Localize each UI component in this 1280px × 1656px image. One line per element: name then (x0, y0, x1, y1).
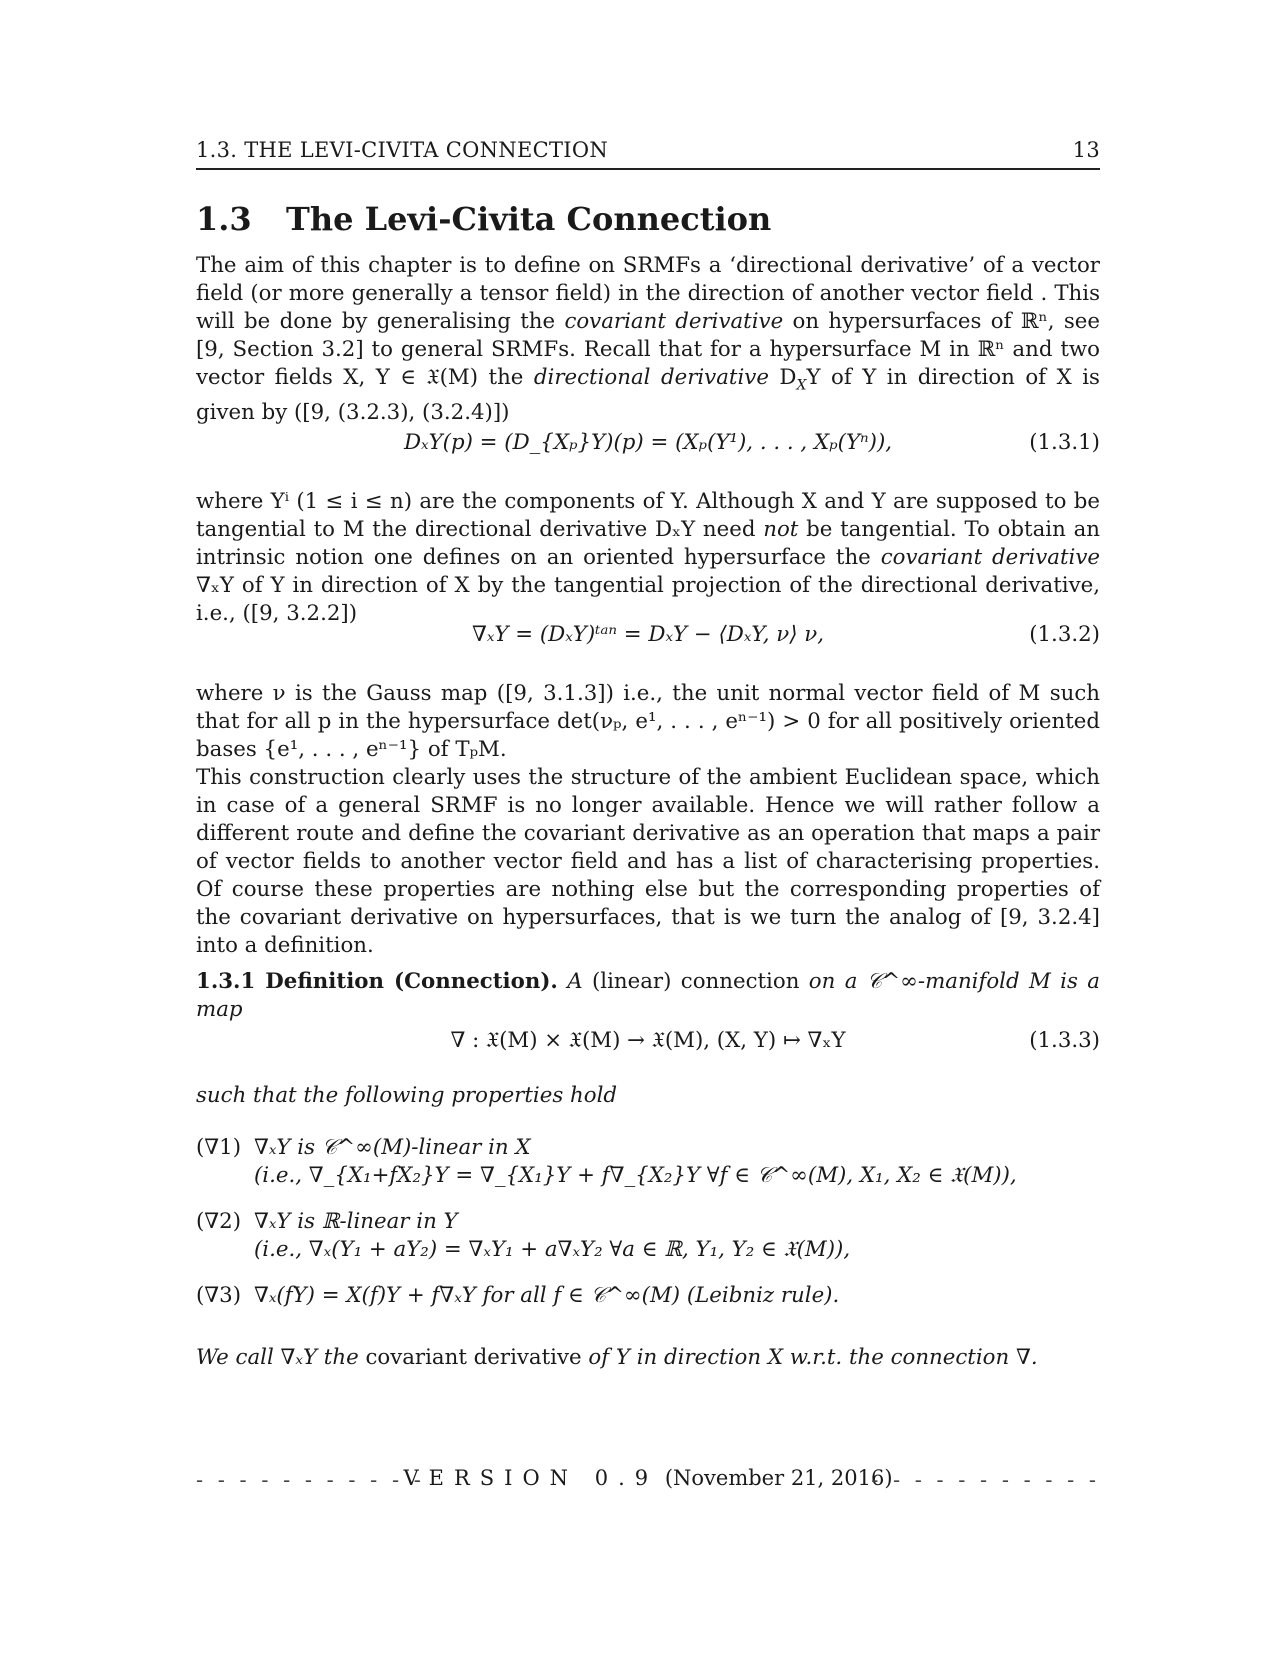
header-rule (196, 168, 1100, 170)
footer-version: VERSION 0.9 (403, 1466, 659, 1490)
paragraph-construction: This construction clearly uses the structure of the ambient Euclidean space, which in case of a general SRMF is no longer available. Hence we will rather follow a different route and define the covariant derivative as an operation that maps a pair of vector fields to another vector field and has a list of characterising properties. Of course these properties are nothing else but the corresponding properties of the covariant derivative on hypersurfaces, that is we turn the analog of [9, 3.2.4] into a definition. (196, 765, 1100, 958)
property-label: (∇3) (196, 1283, 242, 1308)
text-run: on hypersurfaces of ℝⁿ, see [9, Section 3.2] to general SRMFs. Recall that for a hypersurface M in ℝⁿ and two vector fields X, Y ∈ 𝔛(M) the (196, 309, 1100, 390)
section-number: 1.3 (196, 200, 252, 238)
running-header (196, 138, 1100, 162)
such-that-text: such that the following properties hold (196, 1083, 618, 1108)
equation-body: ∇ : 𝔛(M) × 𝔛(M) → 𝔛(M), (X, Y) ↦ ∇ₓY (450, 1028, 846, 1053)
closing-sentence (196, 1344, 1100, 1372)
text-run: Y of Y in direction of X is given by ([9, (3.2.3), (3.2.4)]) (196, 365, 1100, 426)
equation-tag: (1.3.2) (1029, 622, 1100, 647)
section-title: The Levi-Civita Connection (286, 200, 772, 238)
emphasis: A (567, 969, 583, 994)
footer-dashes-right: - - - - - - - - - - - (871, 1468, 1100, 1492)
equation-body: DₓY(p) = (D_{Xₚ}Y)(p) = (Xₚ(Y¹), . . . , Xₚ(Yⁿ)), (403, 430, 893, 455)
property-item (196, 1134, 1100, 1190)
property-item (196, 1282, 1100, 1310)
emphasis: not (763, 517, 799, 542)
text-run: (linear) connection (582, 969, 809, 994)
paragraph-tangential (196, 488, 1100, 628)
property-statement: ∇ₓ(fY) = X(f)Y + f∇ₓY for all f ∈ 𝒞^∞(M) (Leibniz rule). (254, 1283, 840, 1308)
section-heading (196, 200, 771, 238)
text-run: of Y in direction X w.r.t. the connection ∇. (581, 1345, 1038, 1370)
paragraph-intro: The aim of this chapter is to define on SRMFs a ‘directional derivative’ of a vector field (or more generally a tensor field) in the direction of another vector field . This will be done by generalising the covariant derivative on hypersurfaces of ℝⁿ, see [9, Section 3.2] to general SRMFs. Recall that for a hypersurface M in ℝⁿ and two vector fields X, Y ∈ 𝔛(M) the directional derivative $D_XY$ of Y in direction of X is given by ([9, (3.2.3), (3.2.4)]) (196, 253, 1100, 426)
definition-title: 1.3.1 Definition (Connection). (196, 969, 558, 994)
property-statement: ∇ₓY is ℝ-linear in Y (254, 1209, 458, 1234)
equation-tag: (1.3.1) (1029, 430, 1100, 455)
property-detail: (i.e., ∇ₓ(Y₁ + aY₂) = ∇ₓY₁ + a∇ₓY₂ ∀a ∈ ℝ, Y₁, Y₂ ∈ 𝔛(M)), (254, 1237, 851, 1262)
emphasis: covariant derivative (564, 309, 784, 334)
emphasis: covariant derivative (880, 545, 1101, 570)
equation-tag: (1.3.3) (1029, 1028, 1100, 1053)
property-statement: ∇ₓY is 𝒞^∞(M)-linear in X (254, 1135, 531, 1160)
property-label: (∇1) (196, 1135, 242, 1160)
property-detail: (i.e., ∇_{X₁+fX₂}Y = ∇_{X₁}Y + f∇_{X₂}Y ∀f ∈ 𝒞^∞(M), X₁, X₂ ∈ 𝔛(M)), (254, 1163, 1017, 1188)
emphasis: on a 𝒞^∞-manifold M is a map (196, 969, 1100, 1022)
equation-body: ∇ₓY = (DₓY)ᵗᵃⁿ = DₓY − ⟨DₓY, ν⟩ ν, (471, 622, 825, 647)
emphasis: covariant derivative (365, 1345, 582, 1370)
running-title: 1.3. THE LEVI-CIVITA CONNECTION (196, 138, 609, 162)
text-run: The aim of this chapter is to define on SRMFs a ‘directional derivative’ of a vector field (or more generally a tensor field) in the direction of another vector field . This will be done by generalising the (196, 253, 1100, 334)
equation-1-3-1 (196, 430, 1100, 462)
emphasis: directional derivative (533, 365, 769, 390)
page-number: 13 (1072, 138, 1100, 162)
property-list (196, 1134, 1100, 1328)
text-run: D (768, 365, 797, 390)
text-run: be tangential. To obtain an intrinsic notion one defines on an oriented hypersurface the (196, 517, 1100, 570)
footer-dashes-left: - - - - - - - - - - - (196, 1468, 425, 1492)
property-label: (∇2) (196, 1209, 242, 1234)
text-run: where Yⁱ (1 ≤ i ≤ n) are the components of Y. Although X and Y are supposed to be tangential to M the directional derivative DₓY need (196, 489, 1100, 542)
definition-connection (196, 968, 1100, 1024)
footer-date: (November 21, 2016) (664, 1466, 893, 1490)
text-run: ∇ₓY of Y in direction of X by the tangential projection of the directional derivative, i.e., ([9, 3.2.2]) (196, 573, 1100, 626)
paragraph-gauss-map: where ν is the Gauss map ([9, 3.1.3]) i.e., the unit normal vector field of M such that for all p in the hypersurface det(νₚ, e¹, . . . , eⁿ⁻¹) > 0 for all positively oriented bases {e¹, . . . , eⁿ⁻¹} of TₚM. (196, 681, 1100, 762)
equation-1-3-2 (196, 622, 1100, 654)
text-run: We call ∇ₓY the (196, 1345, 366, 1370)
equation-1-3-3 (196, 1028, 1100, 1060)
property-item (196, 1208, 1100, 1264)
